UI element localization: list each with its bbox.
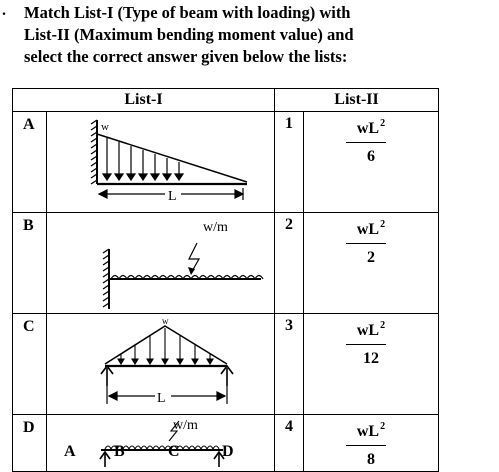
fraction-denominator: 6 <box>367 148 375 165</box>
fraction-numerator: wL <box>356 221 380 238</box>
beam-figure-b <box>47 213 275 314</box>
fraction-denominator: 12 <box>363 350 379 367</box>
answer-header-b: B <box>114 443 125 460</box>
answer-header-c: C <box>168 443 180 460</box>
table-header-row <box>13 89 439 112</box>
header-list-1: List-I <box>13 89 275 112</box>
table-row <box>13 112 439 213</box>
question-text <box>24 2 494 68</box>
simply-supported-udl-diagram <box>47 415 274 471</box>
answer-header-d: D <box>222 443 234 460</box>
table-row <box>13 213 439 314</box>
load-label: w <box>101 121 109 133</box>
match-table <box>12 88 439 472</box>
cantilever-triangular-load-diagram <box>47 112 274 212</box>
list-2-number: 1 <box>285 115 293 132</box>
row-letter: A <box>23 116 35 133</box>
question-line-2: List-II (Maximum bending moment value) and <box>24 25 354 44</box>
load-label: w/m <box>173 418 198 433</box>
fraction-bar <box>346 142 386 143</box>
answer-key-strip <box>0 443 499 460</box>
fraction-numerator: wL <box>356 423 380 440</box>
list-2-number: 4 <box>285 418 293 435</box>
list-2-number: 2 <box>285 216 293 233</box>
fraction-bar <box>346 243 386 244</box>
fraction-exponent: 2 <box>380 320 386 331</box>
answer-header-a: A <box>64 443 76 460</box>
load-label: w <box>162 316 169 326</box>
question-line-1: Match List-I (Type of beam with loading) with <box>24 3 351 22</box>
fraction-bar <box>346 344 386 345</box>
fraction-numerator: wL <box>356 120 380 137</box>
fraction-denominator: 8 <box>367 451 375 468</box>
span-label: L <box>168 189 177 204</box>
beam-figure-c <box>47 314 275 415</box>
simply-supported-triangular-load-diagram <box>47 314 274 414</box>
beam-figure-d <box>47 415 275 472</box>
fraction-exponent: 2 <box>380 421 386 432</box>
cantilever-udl-diagram <box>47 213 274 313</box>
fraction-exponent: 2 <box>380 219 386 230</box>
header-list-2: List-II <box>275 89 439 112</box>
question-number: . <box>2 2 6 19</box>
fraction-exponent: 2 <box>380 118 386 129</box>
row-letter: B <box>23 217 34 234</box>
span-label: L <box>157 391 166 406</box>
list-2-number: 3 <box>285 317 293 334</box>
question-line-3: select the correct answer given below the lists: <box>24 47 348 66</box>
fraction-denominator: 2 <box>367 249 375 266</box>
row-letter: D <box>23 419 35 436</box>
fraction-numerator: wL <box>356 322 380 339</box>
beam-figure-a <box>47 112 275 213</box>
load-label: w/m <box>203 220 228 235</box>
table-row <box>13 314 439 415</box>
row-letter: C <box>23 318 35 335</box>
